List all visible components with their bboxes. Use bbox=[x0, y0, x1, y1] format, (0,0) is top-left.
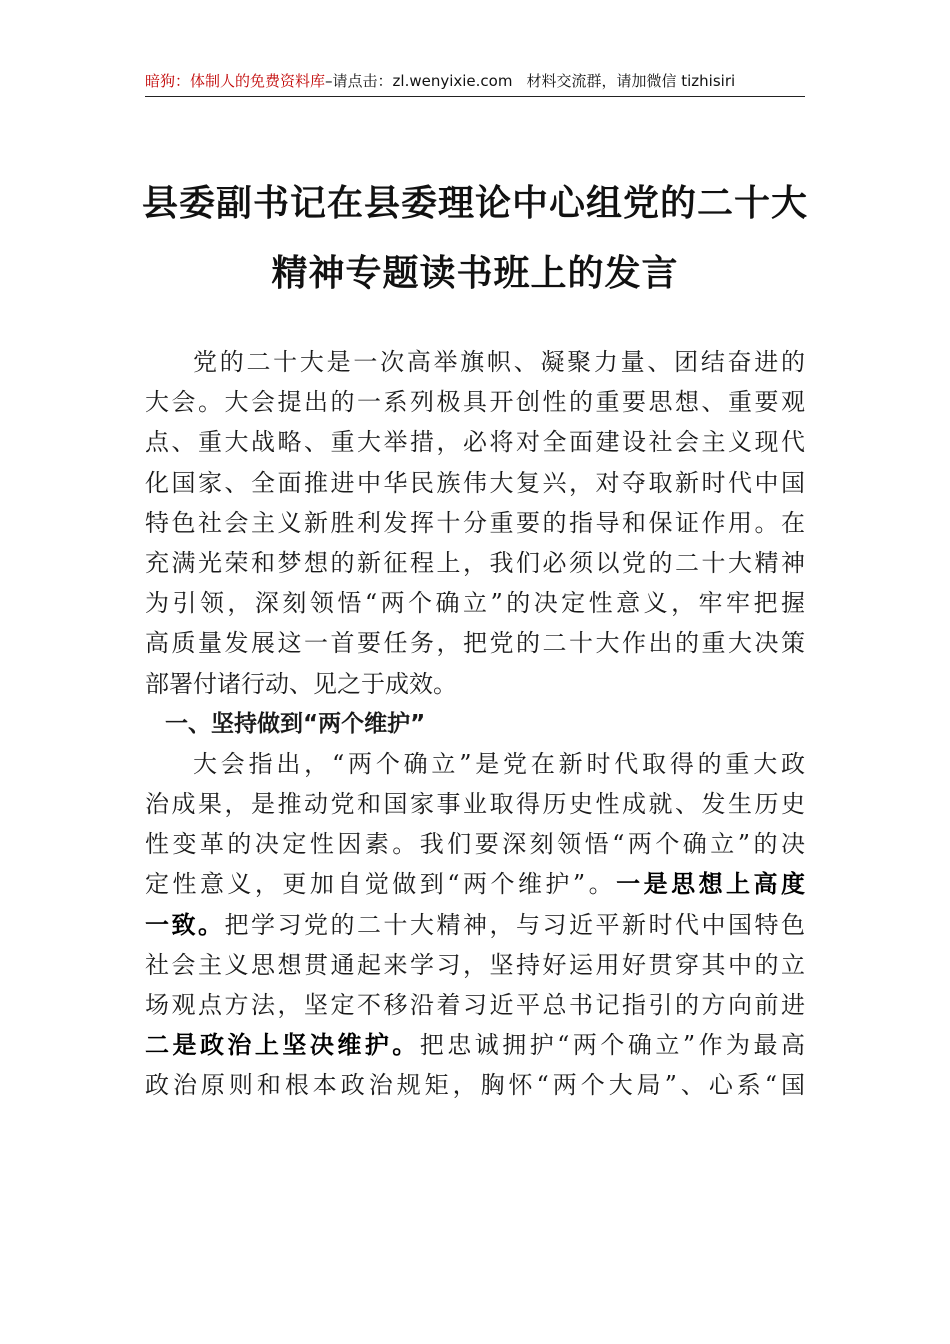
section-heading: 一、坚持做到“两个维护” bbox=[165, 710, 426, 737]
section-line: 性变革的决定性因素。我们要深刻领悟“两个确立”的决 bbox=[145, 830, 805, 859]
section-line: 场观点方法，坚定不移沿着习近平总书记指引的方向前进 bbox=[145, 991, 805, 1019]
emphasis-point-one: 一是思想上高度 bbox=[616, 869, 805, 899]
header-site-name: 暗狗：体制人的免费资料库 bbox=[145, 72, 326, 90]
header-url-link[interactable]: zl.wenyixie.com bbox=[392, 72, 513, 90]
page-header bbox=[145, 70, 805, 94]
document-body bbox=[145, 342, 805, 1106]
header-divider bbox=[145, 96, 805, 97]
section-line bbox=[145, 864, 805, 904]
title-line-2: 精神专题读书班上的发言 bbox=[271, 252, 679, 294]
intro-line: 大会。大会提出的一系列极具开创性的重要思想、重要观 bbox=[145, 388, 805, 417]
section-line: 政治原则和根本政治规矩，胸怀“两个大局”、心系“国 bbox=[145, 1071, 805, 1100]
section-text: 定性意义，更加自觉做到“两个维护”。 bbox=[145, 870, 617, 899]
intro-line: 高质量发展这一首要任务，把党的二十大作出的重大决策 bbox=[145, 629, 805, 658]
intro-line: 点、重大战略、重大举措，必将对全面建设社会主义现代 bbox=[145, 428, 805, 457]
section-line: 大会指出，“两个确立”是党在新时代取得的重大政 bbox=[193, 749, 805, 778]
section-line bbox=[145, 1025, 805, 1065]
intro-line: 部署付诸行动、见之于成效。 bbox=[145, 669, 457, 698]
section-line bbox=[145, 905, 805, 945]
section-line: 治成果，是推动党和国家事业取得历史性成就、发生历史 bbox=[145, 790, 805, 819]
emphasis-point-two: 二是政治上坚决维护。 bbox=[145, 1030, 420, 1060]
intro-line: 为引领，深刻领悟“两个确立”的决定性意义，牢牢把握 bbox=[145, 589, 805, 618]
section-text: 把忠诚拥护“两个确立”作为最高 bbox=[419, 1031, 805, 1060]
intro-line: 化国家、全面推进中华民族伟大复兴，对夺取新时代中国 bbox=[145, 468, 805, 497]
intro-line: 充满光荣和梦想的新征程上，我们必须以党的二十大精神 bbox=[145, 548, 805, 577]
intro-line: 特色社会主义新胜利发挥十分重要的指导和保证作用。在 bbox=[145, 508, 805, 537]
section-line: 社会主义思想贯通起来学习，坚持好运用好贯穿其中的立 bbox=[145, 950, 805, 979]
header-click-prompt: –请点击： bbox=[325, 72, 393, 90]
emphasis-point-one-end: 一致。 bbox=[145, 909, 225, 939]
header-contact: 材料交流群，请加微信 tizhisiri bbox=[526, 72, 736, 90]
section-text: 把学习党的二十大精神，与习近平新时代中国特色 bbox=[224, 910, 805, 939]
document-title bbox=[140, 168, 810, 308]
title-line-1: 县委副书记在县委理论中心组党的二十大 bbox=[141, 182, 808, 224]
intro-line: 党的二十大是一次高举旗帜、凝聚力量、团结奋进的 bbox=[193, 348, 805, 376]
